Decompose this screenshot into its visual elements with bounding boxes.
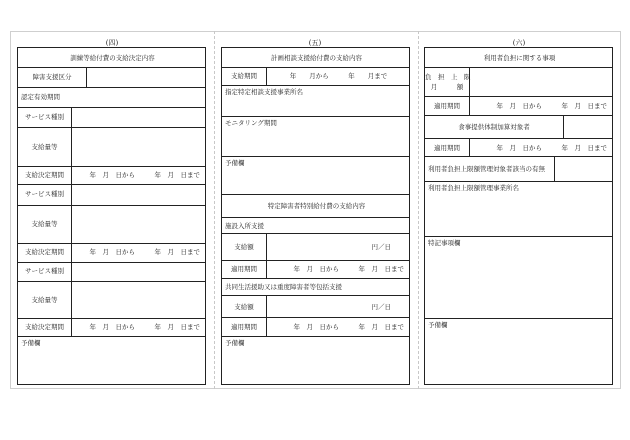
remarks-label: 予備欄 [225, 339, 245, 347]
date-range: 年 月 日から 年 月 日まで [496, 102, 607, 110]
applicable-period-label: 適用期間 [434, 102, 460, 110]
date-range: 年 月 日から 年 月 日まで [89, 171, 200, 179]
column-number-4: (四) [105, 39, 119, 47]
designated-office-label: 指定特定相談支援事業所名 [225, 88, 303, 96]
monitoring-period-label: モニタリング期間 [225, 119, 277, 127]
special-notes-label: 特記事項欄 [428, 239, 461, 247]
supply-amount-label: 支給額 [234, 243, 254, 251]
panel-training-benefit [17, 47, 206, 385]
date-range: 年 月 日から 年 月 日まで [293, 265, 404, 273]
applicable-period-label: 適用期間 [231, 323, 257, 331]
decision-period-label: 支給決定期間 [25, 248, 64, 256]
fold-line-left [214, 31, 215, 389]
panel-title: 利用者負担に関する事項 [483, 54, 556, 62]
date-range: 年 月 日から 年 月 日まで [89, 323, 200, 331]
date-range: 年 月 日から 年 月 日まで [496, 144, 607, 152]
supply-period-value: 年 月から 年 月まで [289, 72, 388, 80]
panel-title: 計画相談支援給付費の支給内容 [271, 54, 362, 62]
service-type-label: サービス種別 [25, 190, 64, 198]
panel-planned-consultation [221, 47, 410, 385]
support-category-label: 障害支援区分 [32, 73, 72, 81]
panel-user-burden [424, 47, 613, 385]
certification-period-label: 認定有効期間 [21, 93, 60, 101]
applicable-period-label: 適用期間 [434, 144, 460, 152]
date-range: 年 月 日から 年 月 日まで [293, 323, 404, 331]
facility-support-label: 施設入所支援 [225, 222, 264, 230]
group-home-label: 共同生活援助又は重度障害者等包括支援 [225, 283, 342, 291]
burden-management-eligible-label: 利用者負担上限額管理対象者該当の有無 [428, 165, 545, 173]
date-range: 年 月 日から 年 月 日まで [89, 248, 200, 256]
panel-title: 訓練等給付費の支給決定内容 [70, 54, 155, 62]
burden-cap-label-line2: 月 額 [430, 83, 464, 91]
meal-provision-label: 食事提供体制加算対象者 [458, 123, 530, 131]
supply-amount-unit: 円／日 [371, 243, 391, 251]
decision-period-label: 支給決定期間 [25, 171, 64, 179]
supply-period-label: 支給期間 [231, 72, 257, 80]
decision-period-label: 支給決定期間 [25, 323, 64, 331]
supply-amount-label: 支給量等 [31, 296, 58, 304]
burden-management-office-label: 利用者負担上限額管理事業所名 [428, 184, 519, 192]
supply-amount-label: 支給量等 [31, 143, 58, 151]
column-number-6: (六) [512, 39, 526, 47]
fold-line-right [418, 31, 419, 389]
special-benefit-title: 特定障害者特別給付費の支給内容 [267, 202, 366, 210]
service-type-label: サービス種別 [25, 267, 64, 275]
remarks-label: 予備欄 [21, 339, 41, 347]
burden-cap-label-line1: 負 担 上 限 [425, 73, 471, 81]
applicable-period-label: 適用期間 [231, 265, 257, 273]
remarks-label: 予備欄 [225, 159, 245, 167]
supply-amount-label: 支給量等 [31, 220, 58, 228]
column-number-5: (五) [308, 39, 322, 47]
supply-amount-label: 支給額 [234, 303, 254, 311]
supply-amount-unit: 円／日 [371, 303, 391, 311]
remarks-label: 予備欄 [428, 321, 448, 329]
service-type-label: サービス種別 [25, 113, 64, 121]
